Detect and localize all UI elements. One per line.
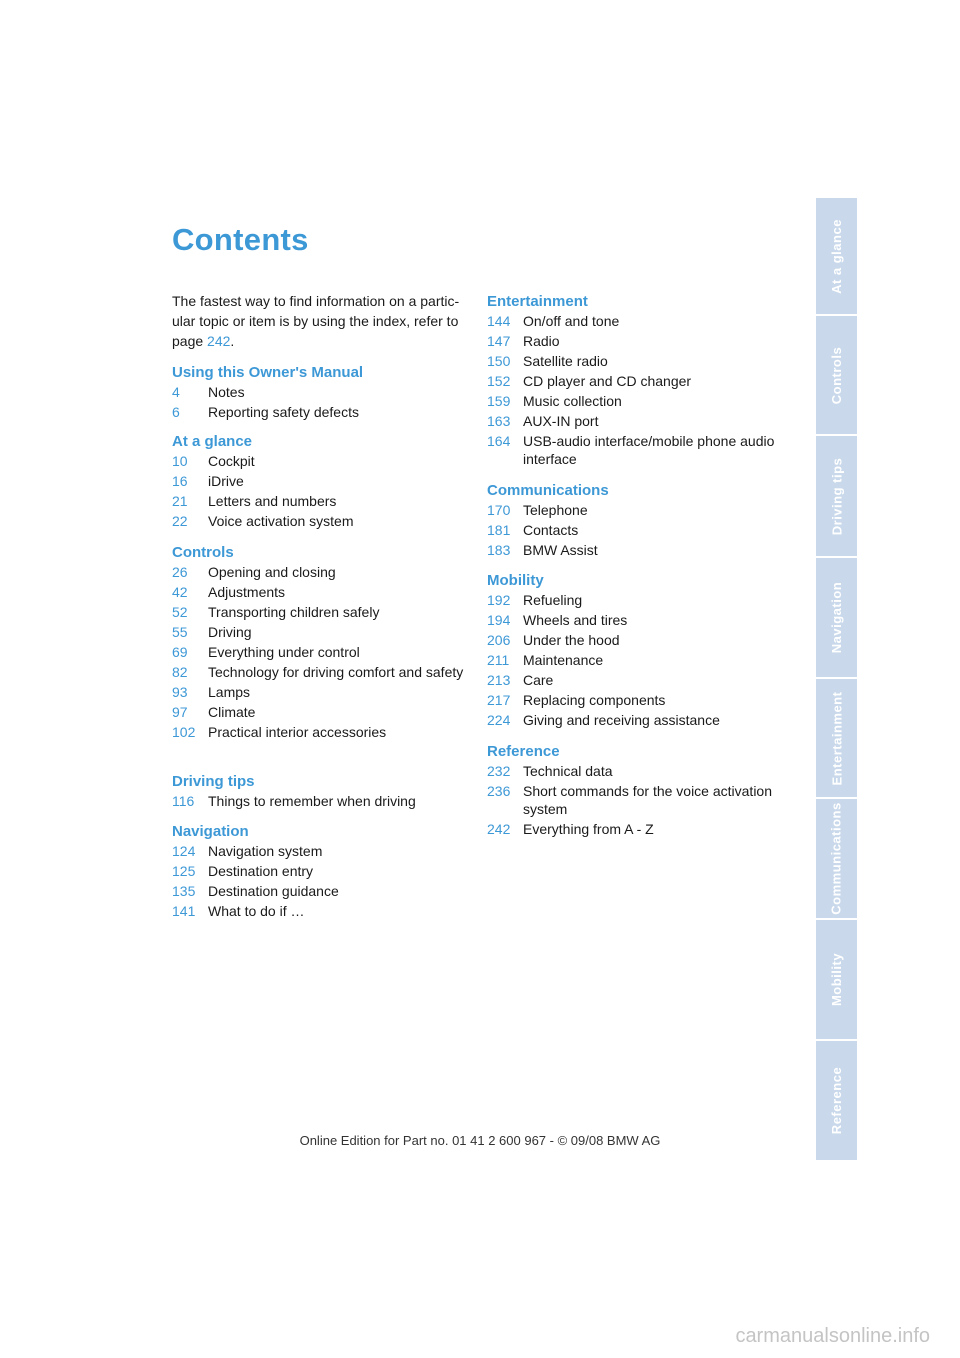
entry-list xyxy=(172,383,472,421)
entry-list xyxy=(487,591,787,729)
entry-page-number[interactable]: 217 xyxy=(487,692,511,708)
entry-title: AUX-IN port xyxy=(523,413,599,429)
entry-list xyxy=(172,842,472,920)
toc-entry[interactable] xyxy=(172,512,472,530)
entry-page-number[interactable]: 213 xyxy=(487,672,511,688)
section-navigation xyxy=(172,822,472,922)
entry-title: Radio xyxy=(523,333,560,349)
entry-title: USB-audio interface/mobile phone audio interface xyxy=(523,433,775,467)
section-using-this-owner-s-manual xyxy=(172,363,472,423)
entry-page-number[interactable]: 16 xyxy=(172,473,188,489)
entry-page-number[interactable]: 55 xyxy=(172,624,188,640)
entry-title: CD player and CD changer xyxy=(523,373,692,389)
toc-entry[interactable] xyxy=(487,762,787,780)
section-heading: Entertainment xyxy=(487,293,588,310)
entry-title: Notes xyxy=(208,384,245,400)
entry-title: Giving and receiving assistance xyxy=(523,712,720,728)
section-reference xyxy=(487,742,787,840)
toc-entry[interactable] xyxy=(172,623,472,641)
intro-suffix: . xyxy=(230,333,235,349)
entry-page-number[interactable]: 124 xyxy=(172,843,196,859)
entry-page-number[interactable]: 93 xyxy=(172,684,188,700)
entry-page-number[interactable]: 42 xyxy=(172,584,188,600)
toc-entry[interactable] xyxy=(487,432,787,468)
entry-title: BMW Assist xyxy=(523,542,598,558)
entry-title: On/off and tone xyxy=(523,313,620,329)
toc-entry[interactable] xyxy=(172,563,472,581)
toc-entry[interactable] xyxy=(172,902,472,920)
entry-page-number[interactable]: 242 xyxy=(487,821,511,837)
entry-page-number[interactable]: 152 xyxy=(487,373,511,389)
entry-page-number[interactable]: 97 xyxy=(172,704,188,720)
entry-page-number[interactable]: 163 xyxy=(487,413,511,429)
toc-entry[interactable] xyxy=(487,541,787,559)
index-page-link[interactable]: 242 xyxy=(207,333,231,349)
section-heading: Communications xyxy=(487,482,609,499)
entry-title: Technology for driving comfort and safety xyxy=(208,664,464,680)
toc-entry[interactable] xyxy=(172,703,472,721)
entry-title: iDrive xyxy=(208,473,244,489)
toc-entry[interactable] xyxy=(487,711,787,729)
entry-title: Reporting safety defects xyxy=(208,404,359,420)
tab-label: Controls xyxy=(829,346,845,404)
tab-label: Reference xyxy=(829,1066,844,1135)
entry-title: Things to remember when driving xyxy=(208,793,416,809)
entry-page-number[interactable]: 116 xyxy=(172,793,195,809)
entry-page-number[interactable]: 224 xyxy=(487,712,511,728)
tab-label: Entertainment xyxy=(829,691,844,785)
intro-paragraph xyxy=(172,291,472,351)
toc-entry[interactable] xyxy=(172,383,472,401)
entry-title: Voice activation system xyxy=(208,513,354,529)
entry-page-number[interactable]: 69 xyxy=(172,644,188,660)
toc-entry[interactable] xyxy=(487,392,787,410)
entry-page-number[interactable]: 135 xyxy=(172,883,196,899)
section-heading: Controls xyxy=(172,544,234,561)
entry-title: Telephone xyxy=(523,502,588,518)
entry-page-number[interactable]: 26 xyxy=(172,564,188,580)
toc-entry[interactable] xyxy=(487,312,787,330)
entry-page-number[interactable]: 211 xyxy=(487,652,510,668)
entry-title: Technical data xyxy=(523,763,613,779)
section-heading: At a glance xyxy=(172,433,253,450)
entry-title: Refueling xyxy=(523,592,583,608)
entry-title: Adjustments xyxy=(208,584,286,600)
toc-entry[interactable] xyxy=(487,332,787,350)
entry-page-number[interactable]: 21 xyxy=(172,493,188,509)
entry-title: Driving xyxy=(208,624,252,640)
section-at-a-glance xyxy=(172,432,472,532)
entry-page-number[interactable]: 192 xyxy=(487,592,511,608)
entry-page-number[interactable]: 170 xyxy=(487,502,511,518)
toc-entry[interactable] xyxy=(172,683,472,701)
toc-entry[interactable] xyxy=(172,663,472,681)
entry-title: Lamps xyxy=(208,684,251,700)
entry-title: Destination entry xyxy=(208,863,314,879)
entry-page-number[interactable]: 206 xyxy=(487,632,511,648)
entry-page-number[interactable]: 22 xyxy=(172,513,188,529)
tab-label: Mobility xyxy=(829,952,845,1007)
entry-page-number[interactable]: 164 xyxy=(487,433,511,449)
toc-entry[interactable] xyxy=(487,521,787,539)
entry-page-number[interactable]: 159 xyxy=(487,393,511,409)
entry-list xyxy=(487,312,787,468)
entry-page-number[interactable]: 6 xyxy=(172,404,180,420)
toc-entry[interactable] xyxy=(172,882,472,900)
tab-label: Driving tips xyxy=(829,457,845,535)
toc-entry[interactable] xyxy=(172,723,472,741)
tab-communications[interactable] xyxy=(816,799,857,920)
toc-entry[interactable] xyxy=(487,671,787,689)
entry-page-number[interactable]: 150 xyxy=(487,353,511,369)
toc-entry[interactable] xyxy=(172,403,472,421)
entry-title: Cockpit xyxy=(208,453,255,469)
entry-title: Everything under control xyxy=(208,644,360,660)
entry-title: Contacts xyxy=(523,522,579,538)
entry-title: Under the hood xyxy=(523,632,620,648)
entry-page-number[interactable]: 183 xyxy=(487,542,511,558)
entry-title: Destination guidance xyxy=(208,883,339,899)
entry-title: Music collection xyxy=(523,393,622,409)
entry-title: Wheels and tires xyxy=(523,612,628,628)
toc-entry[interactable] xyxy=(487,651,787,669)
toc-entry[interactable] xyxy=(487,691,787,709)
toc-entry[interactable] xyxy=(172,862,472,880)
section-communications xyxy=(487,481,787,561)
section-controls xyxy=(172,543,472,743)
entry-page-number[interactable]: 10 xyxy=(172,453,188,469)
entry-title: Replacing components xyxy=(523,692,666,708)
tab-controls[interactable] xyxy=(816,316,857,436)
intro-line-2: ular topic or item is by using the index, refer to xyxy=(172,313,459,329)
entry-title: Short commands for the voice activation system xyxy=(523,783,773,817)
tab-driving-tips[interactable] xyxy=(816,436,857,558)
section-heading: Reference xyxy=(487,743,560,760)
entry-title: Climate xyxy=(208,704,256,720)
toc-entry[interactable] xyxy=(172,452,472,470)
intro-line-1: The fastest way to find information on a partic- xyxy=(172,293,460,309)
entry-title: What to do if … xyxy=(208,903,305,919)
entry-page-number[interactable]: 236 xyxy=(487,783,511,799)
section-heading: Navigation xyxy=(172,823,249,840)
toc-entry[interactable] xyxy=(487,631,787,649)
tab-label: Navigation xyxy=(829,581,844,654)
entry-title: Navigation system xyxy=(208,843,323,859)
entry-title: Everything from A - Z xyxy=(523,821,654,837)
toc-entry[interactable] xyxy=(172,472,472,490)
entry-page-number[interactable]: 82 xyxy=(172,664,188,680)
side-tab-bar xyxy=(816,198,857,1160)
section-heading: Driving tips xyxy=(172,773,255,790)
entry-page-number[interactable]: 102 xyxy=(172,724,196,740)
toc-entry[interactable] xyxy=(487,352,787,370)
entry-list xyxy=(172,792,472,810)
section-mobility xyxy=(487,571,787,731)
entry-title: Transporting children safely xyxy=(208,604,380,620)
entry-page-number[interactable]: 194 xyxy=(487,612,511,628)
toc-entry[interactable] xyxy=(487,501,787,519)
toc-entry[interactable] xyxy=(172,643,472,661)
toc-entry[interactable] xyxy=(487,591,787,609)
intro-line-3: page xyxy=(172,333,208,349)
tab-label: At a glance xyxy=(829,218,845,294)
tab-at-a-glance[interactable] xyxy=(816,198,857,316)
tab-label: Communications xyxy=(829,802,844,915)
page-title: Contents xyxy=(172,222,309,257)
watermark-logo: carmanualsonline.info xyxy=(735,1325,930,1347)
toc-entry[interactable] xyxy=(487,372,787,390)
entry-list xyxy=(172,563,472,741)
entry-page-number[interactable]: 181 xyxy=(487,522,511,538)
entry-list xyxy=(487,762,787,838)
entry-title: Letters and numbers xyxy=(208,493,337,509)
entry-page-number[interactable]: 232 xyxy=(487,763,511,779)
toc-entry[interactable] xyxy=(487,820,787,838)
toc-entry[interactable] xyxy=(487,412,787,430)
footer-text: Online Edition for Part no. 01 41 2 600 967 - © 09/08 BMW AG xyxy=(299,1133,661,1148)
entry-page-number[interactable]: 141 xyxy=(172,903,196,919)
entry-title: Care xyxy=(523,672,554,688)
entry-title: Satellite radio xyxy=(523,353,608,369)
section-entertainment xyxy=(487,292,787,470)
section-heading: Mobility xyxy=(487,572,544,589)
toc-entry[interactable] xyxy=(172,792,472,810)
section-driving-tips xyxy=(172,772,472,812)
tab-entertainment[interactable] xyxy=(816,679,857,799)
entry-page-number[interactable]: 52 xyxy=(172,604,188,620)
toc-entry[interactable] xyxy=(172,842,472,860)
section-heading: Using this Owner's Manual xyxy=(172,364,364,381)
entry-page-number[interactable]: 125 xyxy=(172,863,196,879)
entry-page-number[interactable]: 4 xyxy=(172,384,180,400)
entry-page-number[interactable]: 147 xyxy=(487,333,511,349)
toc-entry[interactable] xyxy=(172,492,472,510)
entry-list xyxy=(487,501,787,559)
tab-navigation[interactable] xyxy=(816,558,857,679)
entry-title: Practical interior accessories xyxy=(208,724,387,740)
entry-list xyxy=(172,452,472,530)
toc-entry[interactable] xyxy=(487,611,787,629)
entry-page-number[interactable]: 144 xyxy=(487,313,511,329)
toc-entry[interactable] xyxy=(172,603,472,621)
toc-entry[interactable] xyxy=(172,583,472,601)
entry-title: Maintenance xyxy=(523,652,604,668)
toc-entry[interactable] xyxy=(487,782,787,818)
entry-title: Opening and closing xyxy=(208,564,336,580)
tab-mobility[interactable] xyxy=(816,920,857,1041)
